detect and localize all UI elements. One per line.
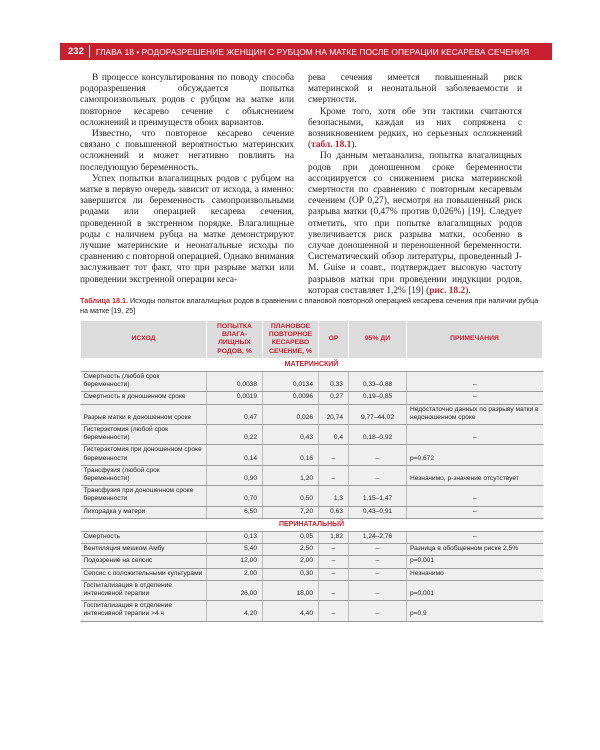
cell-planned: 0,16 (263, 445, 319, 465)
paragraph (308, 107, 522, 152)
cell-ci: 0,18–0,92 (349, 425, 407, 445)
header-notes: ПРИМЕЧАНИЯ (407, 321, 543, 359)
cell-or: 1,82 (319, 532, 349, 544)
cell-outcome: Госпитализация в отделение интенсивной терапии >4 ч (81, 601, 207, 621)
cell-or: – (319, 601, 349, 621)
paragraph: В процессе консультирования по поводу способа родоразрешения обсуждается попытка самопроизвольных родов с рубцом на матке или повторное кесарево сечение с объяснением осложнений и преимуществ обоих вариантов. (80, 73, 294, 128)
table-row (81, 372, 543, 392)
cell-planned: 0,30 (263, 568, 319, 580)
cell-ci: – (349, 601, 407, 621)
cell-note: – (407, 506, 543, 518)
table-row (81, 404, 543, 424)
cell-planned: 0,0134 (263, 372, 319, 392)
cell-outcome: Трансфузия (любой срок беременности) (81, 465, 207, 485)
cell-ci: 0,43–0,91 (349, 506, 407, 518)
table-row (81, 425, 543, 445)
cell-or: 0,63 (319, 506, 349, 518)
cell-trial: 0,14 (207, 445, 263, 465)
cell-note: р=0,001 (407, 556, 543, 568)
header-outcome: ИСХОД (81, 321, 207, 359)
cell-trial: 0,90 (207, 465, 263, 485)
paragraph-text: По данным метаанализа, попытка влагалищных родов при доношенном сроке беременности ассоциируется со снижением риска материнской смертности по сравнению с повторным кесаревым сечением (OP 0,27), несмотря на повышенный риск разрыва матки (0,47% против 0,026%) [19]. Следует отметить, что при попытке влагалищных родов увеличивается риск разрыва матки, особенно в случае доношенной и переношенной беременности. Систематический обзор литературы, проведенный J-M. Guise и соавт., подтверждает высокую частоту разрывов матки при проведении индукции родов, которая составляет 1,2% [19] ( (308, 151, 522, 296)
cell-ci: 0,33–0,88 (349, 372, 407, 392)
cell-trial: 0,0038 (207, 372, 263, 392)
left-text-column (80, 73, 294, 286)
cell-trial: 4,20 (207, 601, 263, 621)
cell-or: 0,33 (319, 372, 349, 392)
table-row (81, 601, 543, 621)
cell-outcome: Смертность (любой срок беременности) (81, 372, 207, 392)
figure-reference-link[interactable]: рис. 18.2 (429, 285, 466, 296)
cell-or: 1,3 (319, 486, 349, 506)
table-row (81, 532, 543, 544)
table-caption-text: Исходы попыток влагалищных родов в сравнении с плановой повторной операцией кесарева сечения при наличии рубца на матке [19, 25] (80, 296, 539, 315)
cell-outcome: Гистерэктомия при доношенном сроке беременности (81, 445, 207, 465)
cell-trial: 6,50 (207, 506, 263, 518)
table-row (81, 580, 543, 600)
cell-outcome: Сепсис с положительными культурами (81, 568, 207, 580)
cell-ci: 0,19–0,85 (349, 392, 407, 404)
cell-or: – (319, 445, 349, 465)
cell-planned: 18,00 (263, 580, 319, 600)
cell-or: – (319, 465, 349, 485)
cell-ci: – (349, 465, 407, 485)
cell-outcome: Лихорадка у матери (81, 506, 207, 518)
table-reference-link[interactable]: табл. 18.1 (311, 140, 352, 151)
cell-outcome: Трансфузия при доношенном сроке беременности (81, 486, 207, 506)
cell-trial: 0,0019 (207, 392, 263, 404)
cell-planned: 4,40 (263, 601, 319, 621)
cell-planned: 0,05 (263, 532, 319, 544)
cell-or: – (319, 556, 349, 568)
cell-ci: – (349, 580, 407, 600)
cell-trial: 0,70 (207, 486, 263, 506)
table-row (81, 392, 543, 404)
cell-note: – (407, 372, 543, 392)
table-row (81, 506, 543, 518)
cell-outcome: Смертность в доношенном сроке (81, 392, 207, 404)
paragraph (308, 151, 522, 297)
cell-trial: 0,47 (207, 404, 263, 424)
table-caption (80, 296, 542, 315)
cell-or: – (319, 580, 349, 600)
cell-note: – (407, 532, 543, 544)
cell-outcome: Смертность (81, 532, 207, 544)
cell-note: Незначимо (407, 568, 543, 580)
cell-note: р=0,001 (407, 580, 543, 600)
paragraph-text: ). (465, 285, 471, 296)
outcomes-table (80, 320, 543, 622)
right-text-column (308, 73, 522, 297)
cell-trial: 12,00 (207, 556, 263, 568)
header-ci: 95% ДИ (349, 321, 407, 359)
header-planned: ПЛАНОВОЕ ПОВТОРНОЕ КЕСАРЕВО СЕЧЕНИЕ, % (263, 321, 319, 359)
cell-planned: 2,50 (263, 544, 319, 556)
table-row (81, 465, 543, 485)
cell-ci: 1,24–2,76 (349, 532, 407, 544)
paragraph: Известно, что повторное кесарево сечение связано с повышенной вероятностью материнских осложнений и может негативно повлиять на последующую беременность. (80, 129, 294, 173)
cell-trial: 5,40 (207, 544, 263, 556)
cell-or: 0,27 (319, 392, 349, 404)
paragraph-text: Кроме того, хотя обе эти тактики считаются безопасными, каждая из них сопряжена с возникновением редких, но серьезных осложнений ( (308, 106, 522, 151)
cell-trial: 0,13 (207, 532, 263, 544)
table-row (81, 556, 543, 568)
cell-or: 20,74 (319, 404, 349, 424)
cell-planned: 1,20 (263, 465, 319, 485)
cell-or: 0,4 (319, 425, 349, 445)
section-row-perinatal (81, 518, 543, 531)
cell-outcome: Госпитализация в отделение интенсивной терапии (81, 580, 207, 600)
cell-or: – (319, 568, 349, 580)
cell-outcome: Разрыв матки в доношенном сроке (81, 404, 207, 424)
running-header (60, 43, 552, 60)
page-number: 232 (60, 45, 90, 58)
cell-planned: 0,43 (263, 425, 319, 445)
table-row (81, 445, 543, 465)
cell-or: – (319, 544, 349, 556)
cell-note: – (407, 486, 543, 506)
cell-ci: – (349, 568, 407, 580)
cell-ci: – (349, 445, 407, 465)
cell-note: р=0,672 (407, 445, 543, 465)
section-row-maternal (81, 358, 543, 371)
cell-trial: 2,00 (207, 568, 263, 580)
cell-note: р=0,9 (407, 601, 543, 621)
cell-outcome: Вентиляция мешком Амбу (81, 544, 207, 556)
cell-note: Недостаточно данных по разрыву матки в недоношенном сроке (407, 404, 543, 424)
header-trial: ПОПЫТКА ВЛАГА-ЛИЩНЫХ РОДОВ, % (207, 321, 263, 359)
cell-note: – (407, 392, 543, 404)
cell-ci: – (349, 556, 407, 568)
cell-planned: 0,0096 (263, 392, 319, 404)
cell-trial: 26,00 (207, 580, 263, 600)
table-row (81, 486, 543, 506)
cell-planned: 7,20 (263, 506, 319, 518)
paragraph: Успех попытки влагалищных родов с рубцом на матке в первую очередь зависит от исхода, а именно: завершится ли беременность самопроизвольными родами или операцией кесарева сечения, проведенной в экстренном порядке. Влагалищные роды с наличием рубца на матке демонстрируют лучшие материнские и неонатальные исходы по сравнению с повторной операцией. Однако внимания заслуживает тот факт, что при разрыве матки или проведении экстренной операции кеса- (80, 173, 294, 285)
table-row (81, 544, 543, 556)
table-row (81, 568, 543, 580)
cell-note: Незначимо, р-значение отсутствует (407, 465, 543, 485)
cell-note: – (407, 425, 543, 445)
cell-planned: 2,00 (263, 556, 319, 568)
chapter-title: ГЛАВА 18 • РОДОРАЗРЕШЕНИЕ ЖЕНЩИН С РУБЦОМ НА МАТКЕ ПОСЛЕ ОПЕРАЦИИ КЕСАРЕВА СЕЧЕНИЯ (95, 46, 530, 57)
section-label: МАТЕРИНСКИЙ (81, 358, 543, 371)
cell-ci: 1,15–1,47 (349, 486, 407, 506)
section-label: ПЕРИНАТАЛЬНЫЙ (81, 518, 543, 531)
table-caption-label: Таблица 18.1. (80, 296, 128, 305)
cell-ci: 9,77–44,02 (349, 404, 407, 424)
cell-outcome: Подозрение на сепсис (81, 556, 207, 568)
cell-outcome: Гистерэктомия (любой срок беременности) (81, 425, 207, 445)
cell-trial: 0,22 (207, 425, 263, 445)
cell-planned: 0,50 (263, 486, 319, 506)
paragraph: рева сечения имеется повышенный риск материнской и неонатальной заболеваемости и смертности. (308, 73, 522, 106)
cell-note: Разница в обобщенном риске 2,5% (407, 544, 543, 556)
header-or: ОР (319, 321, 349, 359)
cell-planned: 0,026 (263, 404, 319, 424)
cell-ci: – (349, 544, 407, 556)
paragraph-text: ). (351, 140, 357, 151)
table-header-row (81, 321, 543, 359)
